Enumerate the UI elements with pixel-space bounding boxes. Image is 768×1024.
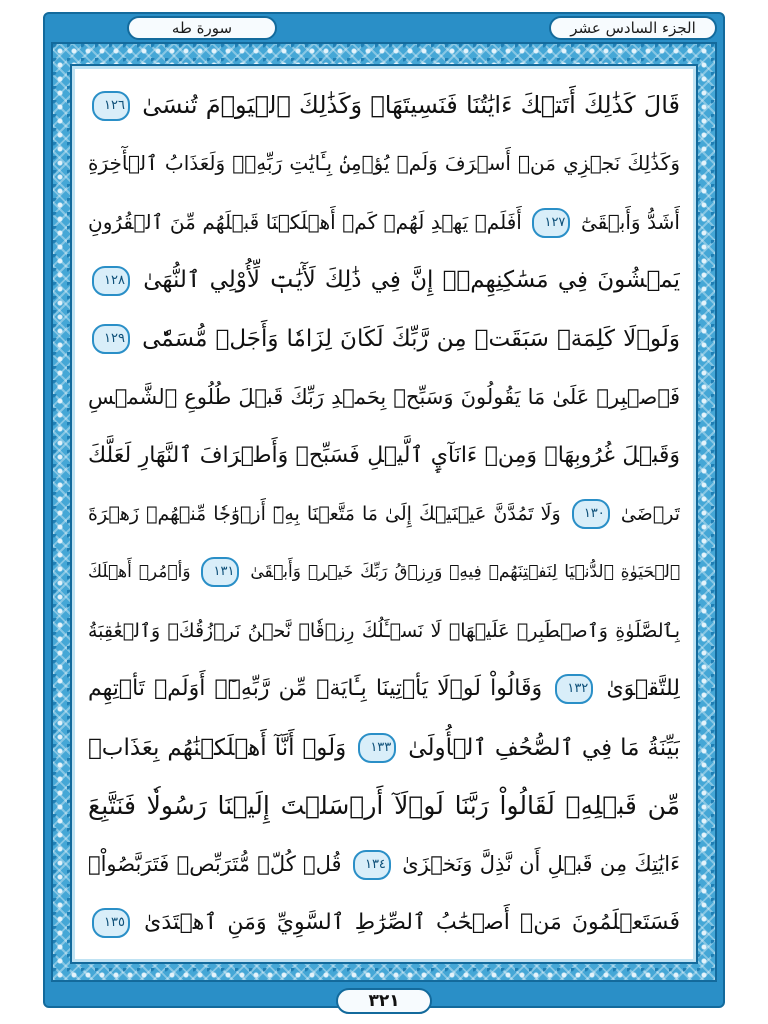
verse-line xyxy=(88,545,680,599)
verse-text: تَرۡضَىٰ xyxy=(620,502,680,525)
page-header xyxy=(51,14,717,44)
verse-line xyxy=(88,604,680,658)
verse-text: أَفَلَمۡ يَهۡدِ لَهُمۡ كَمۡ أَهۡلَكۡنَا قَبۡلَهُم مِّنَ ٱلۡقُرُونِ xyxy=(88,209,522,234)
verse-line xyxy=(88,779,680,833)
ayah-number-marker: ١٣٤ xyxy=(353,850,391,880)
juz-label: الجزء السادس عشر xyxy=(549,16,717,40)
verse-text: وَلَوۡ أَنَّآ أَهۡلَكۡنَٰهُم بِعَذَابٖ xyxy=(88,734,347,761)
verse-text: ٱلۡحَيَوٰةِ ٱلدُّنۡيَا لِنَفۡتِنَهُمۡ فِيهِۚ وَرِزۡقُ رَبِّكَ خَيۡرٞ وَأَبۡقَىٰ xyxy=(250,562,680,583)
verse-text: وَأۡمُرۡ أَهۡلَكَ xyxy=(88,562,191,583)
verse-text: يَمۡشُونَ فِي مَسَٰكِنِهِمۡۚ إِنَّ فِي ذَٰلِكَ لَأٓيَٰتٖ لِّأُوْلِي ٱلنُّهَىٰ xyxy=(143,267,680,294)
verse-text: لِلتَّقۡوَىٰ xyxy=(606,676,680,702)
ayah-number-marker: ١٢٦ xyxy=(92,91,130,121)
ayah-number-marker: ١٣٥ xyxy=(92,908,130,938)
verse-text: وَقَبۡلَ غُرُوبِهَاۖ وَمِنۡ ءَانَآيِٕ ٱلَّيۡلِ فَسَبِّحۡ وَأَطۡرَافَ ٱلنَّهَارِ لَعَلَّكَ xyxy=(88,442,680,468)
verse-line xyxy=(88,195,680,249)
verse-line xyxy=(88,429,680,483)
verse-text: قُلۡ كُلّٞ مُّتَرَبِّصٞ فَتَرَبَّصُواْۖ xyxy=(88,852,342,877)
verse-line xyxy=(88,896,680,950)
verse-text: مِّن قَبۡلِهِۦ لَقَالُواْ رَبَّنَا لَوۡلَآ أَرۡسَلۡتَ إِلَيۡنَا رَسُولٗا فَنَتَّبِعَ xyxy=(88,791,680,821)
verse-text: وَقَالُواْ لَوۡلَا يَأۡتِينَا بِـَٔايَةٖ مِّن رَّبِّهِۦٓۚ أَوَلَمۡ تَأۡتِهِم xyxy=(88,676,543,702)
verse-line xyxy=(88,662,680,716)
verse-lines xyxy=(88,78,680,950)
verse-line xyxy=(88,487,680,541)
verse-text: قَالَ كَذَٰلِكَ أَتَتۡكَ ءَايَٰتُنَا فَنَسِيتَهَاۖ وَكَذَٰلِكَ ٱلۡيَوۡمَ تُنسَىٰ xyxy=(142,91,680,119)
verse-line xyxy=(88,312,680,366)
verse-text: فَسَتَعۡلَمُونَ مَنۡ أَصۡحَٰبُ ٱلصِّرَٰطِ ٱلسَّوِيِّ وَمَنِ ٱهۡتَدَىٰ xyxy=(144,909,680,935)
verse-text: بَيِّنَةُ مَا فِي ٱلصُّحُفِ ٱلۡأُولَىٰ xyxy=(408,734,680,761)
verse-text: وَكَذَٰلِكَ نَجۡزِي مَنۡ أَسۡرَفَ وَلَمۡ يُؤۡمِنۢ بِـَٔايَٰتِ رَبِّهِۦۚ وَلَعَذَابُ ٱلۡأٓخِرَةِ xyxy=(88,151,680,176)
verse-line xyxy=(88,253,680,307)
verse-text: وَلَوۡلَا كَلِمَةٞ سَبَقَتۡ مِن رَّبِّكَ لَكَانَ لِزَامٗا وَأَجَلٞ مُّسَمّٗى xyxy=(142,325,680,352)
ayah-number-marker: ١٢٧ xyxy=(532,208,570,238)
ayah-number-marker: ١٣٠ xyxy=(572,499,610,529)
verse-text: بِٱلصَّلَوٰةِ وَٱصۡطَبِرۡ عَلَيۡهَاۖ لَا نَسۡـَٔلُكَ رِزۡقٗاۖ نَّحۡنُ نَرۡزُقُكَۗ وَٱلۡعَٰقِبَةُ xyxy=(88,619,680,642)
verse-text: أَشَدُّ وَأَبۡقَىٰٓ xyxy=(581,209,680,234)
verse-line xyxy=(88,78,680,132)
surah-label: سورة طه xyxy=(127,16,277,40)
verse-text: فَٱصۡبِرۡ عَلَىٰ مَا يَقُولُونَ وَسَبِّحۡ بِحَمۡدِ رَبِّكَ قَبۡلَ طُلُوعِ ٱلشَّمۡسِ xyxy=(88,385,680,410)
verse-line xyxy=(88,136,680,190)
page-number: ٣٢١ xyxy=(336,988,432,1014)
verse-line xyxy=(88,721,680,775)
page-number-ornament xyxy=(324,986,444,1016)
ayah-number-marker: ١٣٢ xyxy=(555,674,593,704)
verse-text: ءَايَٰتِكَ مِن قَبۡلِ أَن نَّذِلَّ وَنَخۡزَىٰ xyxy=(402,852,680,877)
verse-line xyxy=(88,837,680,891)
verse-line xyxy=(88,370,680,424)
verse-text: وَلَا تَمُدَّنَّ عَيۡنَيۡكَ إِلَىٰ مَا مَتَّعۡنَا بِهِۦٓ أَزۡوَٰجٗا مِّنۡهُمۡ زَهۡرَةَ xyxy=(88,502,561,525)
ayah-number-marker: ١٢٨ xyxy=(92,266,130,296)
ayah-number-marker: ١٢٩ xyxy=(92,324,130,354)
ayah-number-marker: ١٣٣ xyxy=(358,733,396,763)
ayah-number-marker: ١٣١ xyxy=(201,557,239,587)
